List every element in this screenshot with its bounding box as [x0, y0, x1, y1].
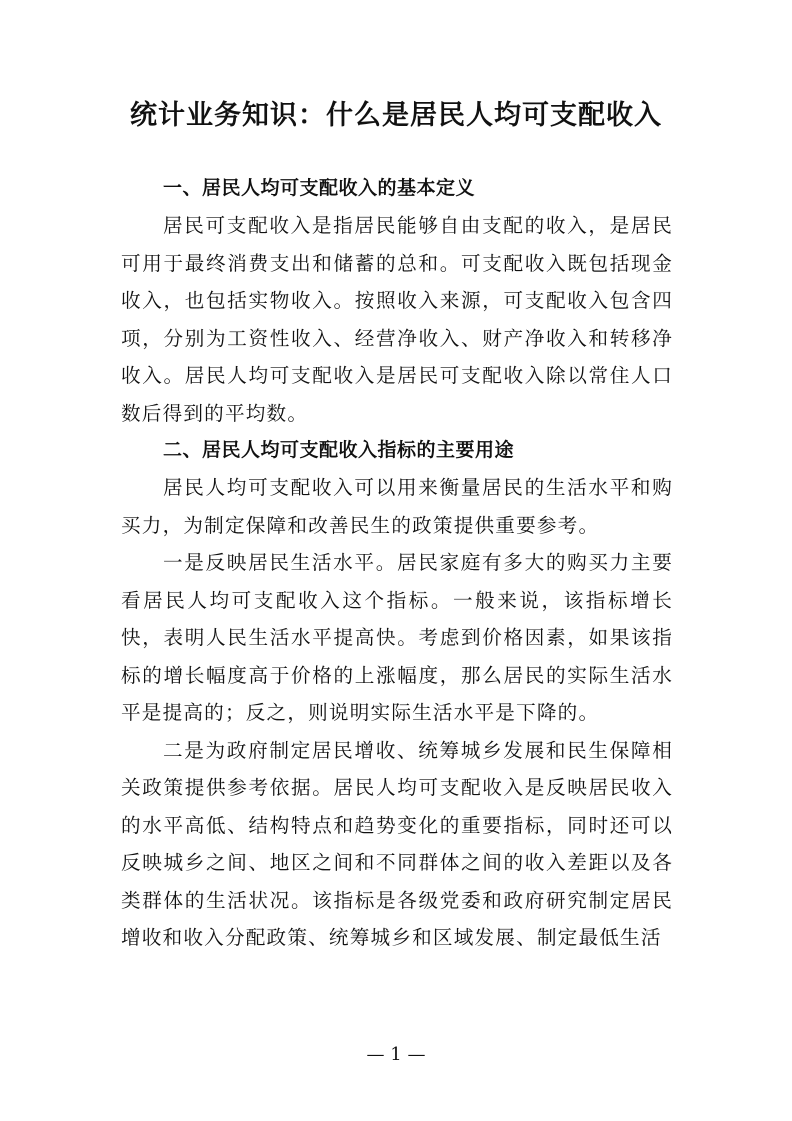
page-number: — 1 — — [366, 1044, 426, 1065]
section-heading: 二、居民人均可支配收入指标的主要用途 — [163, 439, 515, 461]
paragraph: 一是反映居民生活水平。居民家庭有多大的购买力主要看居民人均可支配收入这个指标。一般来说，该指标增长快，表明人民生活水平提高快。考虑到价格因素，如果该指标的增长幅度高于价格的上涨幅度，那么居民的实际生活水平是提高的；反之，则说明实际生活水平是下降的。 — [121, 551, 673, 724]
paragraph: 二是为政府制定居民增收、统筹城乡发展和民生保障相关政策提供参考依据。居民人均可支配收入是反映居民收入的水平高低、结构特点和趋势变化的重要指标，同时还可以反映城乡之间、地区之间和不同群体之间的收入差距以及各类群体的生活状况。该指标是各级党委和政府研究制定居民增收和收入分配政策、统筹城乡和区域发展、制定最低生活 — [121, 738, 673, 949]
section-basic-definition — [121, 170, 673, 432]
section-main-uses — [121, 432, 673, 957]
paragraph: 居民可支配收入是指居民能够自由支配的收入，是居民可用于最终消费支出和储蓄的总和。可支配收入既包括现金收入，也包括实物收入。按照收入来源，可支配收入包含四项，分别为工资性收入、经营净收入、财产净收入和转移净收入。居民人均可支配收入是居民可支配收入除以常住人口数后得到的平均数。 — [121, 214, 673, 425]
document-title: 统计业务知识：什么是居民人均可支配收入 — [130, 100, 662, 131]
section-heading: 一、居民人均可支配收入的基本定义 — [163, 177, 476, 199]
document-body — [121, 170, 673, 957]
paragraph: 居民人均可支配收入可以用来衡量居民的生活水平和购买力，为制定保障和改善民生的政策提供重要参考。 — [121, 476, 673, 537]
